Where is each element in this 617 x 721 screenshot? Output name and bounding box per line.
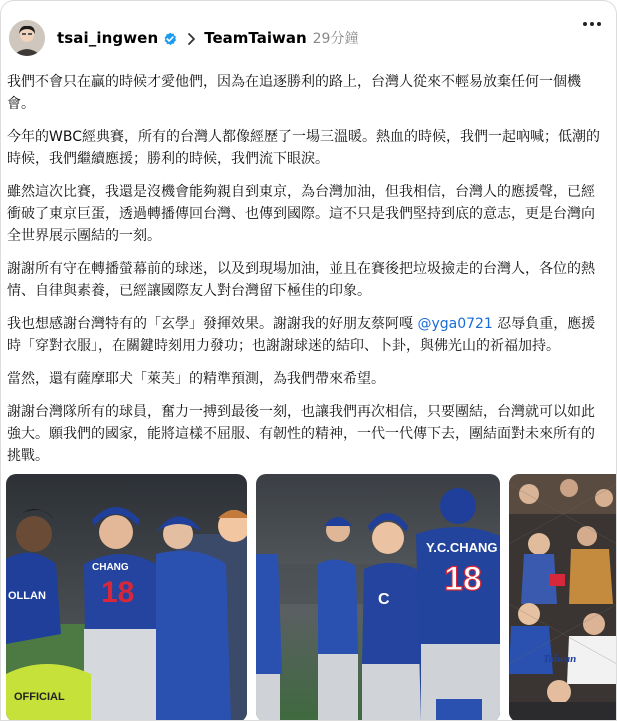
post-paragraph: 我們不會只在贏的時候才愛他們，因為在追逐勝利的路上，台灣人從來不輕易放棄任何一個機會。 (7, 74, 581, 112)
photo-gallery (6, 474, 617, 721)
user-mention-link[interactable]: @yga0721 (417, 316, 493, 332)
chevron-right-icon (186, 31, 196, 45)
post-paragraph: 雖然這次比賽，我還是沒機會能夠親自到東京，為台灣加油，但我相信，台灣人的應援聲，已經衝破了東京巨蛋，透過轉播傳回台灣、也傳到國際。這不只是我們堅持到底的意志，更是台灣向全世界展示團結的一刻。 (7, 184, 595, 244)
jersey-text: OLLAN (8, 590, 46, 602)
post-timestamp[interactable]: 29分鐘 (312, 31, 359, 47)
more-options-icon (582, 12, 602, 31)
verified-badge-icon (163, 31, 177, 45)
jersey-number: 18 (101, 576, 135, 609)
post-paragraph: 謝謝台灣隊所有的球員，奮力一搏到最後一刻，也讓我們再次相信，只要團結，台灣就可以如此強大。願我們的國家，能將這樣不屈服、有韌性的精神，一代一代傳下去，團結面對未來所有的挑戰。 (7, 404, 595, 464)
avatar[interactable] (9, 20, 45, 56)
jersey-text: CHANG (92, 562, 129, 573)
post-header (9, 15, 609, 61)
cap-text: OFFICIAL (14, 691, 65, 703)
jersey-number: 18 (444, 560, 482, 598)
jersey-text: Y.C.CHANG (426, 540, 498, 555)
post-paragraph: 今年的WBC經典賽，所有的台灣人都像經歷了一場三溫暖。熱血的時候，我們一起吶喊；低潮的時候，我們繼續應援；勝利的時候，我們流下眼淚。 (7, 129, 600, 167)
post-paragraph: 當然，還有薩摩耶犬「萊芙」的精準預測，為我們帶來希望。 (7, 371, 385, 387)
community-link[interactable]: TeamTaiwan (204, 29, 307, 47)
photo-crowd[interactable] (509, 474, 617, 721)
paragraph-text: 忍辱負重，應援時「穿對衣服」，在關鍵時刻用力發功；也謝謝球迷的結印、卜卦，與佛光山的祈福加持。 (7, 316, 596, 354)
paragraph-text: 我也想感謝台灣特有的「玄學」發揮效果。謝謝我的好朋友蔡阿嘎 (7, 316, 418, 332)
username[interactable]: tsai_ingwen (57, 29, 159, 47)
post-text (7, 71, 605, 478)
post-paragraph (7, 313, 605, 357)
banner-text: Taiwan (543, 653, 577, 665)
photo-players-walking[interactable] (256, 474, 500, 721)
more-options-button[interactable] (572, 1, 612, 41)
photo-team-celebration[interactable] (6, 474, 247, 721)
post-paragraph: 謝謝所有守在轉播螢幕前的球迷，以及到現場加油，並且在賽後把垃圾撿走的台灣人，各位的熱情、自律與素養，已經讓國際友人對台灣留下極佳的印象。 (7, 261, 595, 299)
svg-text:C: C (378, 591, 390, 608)
